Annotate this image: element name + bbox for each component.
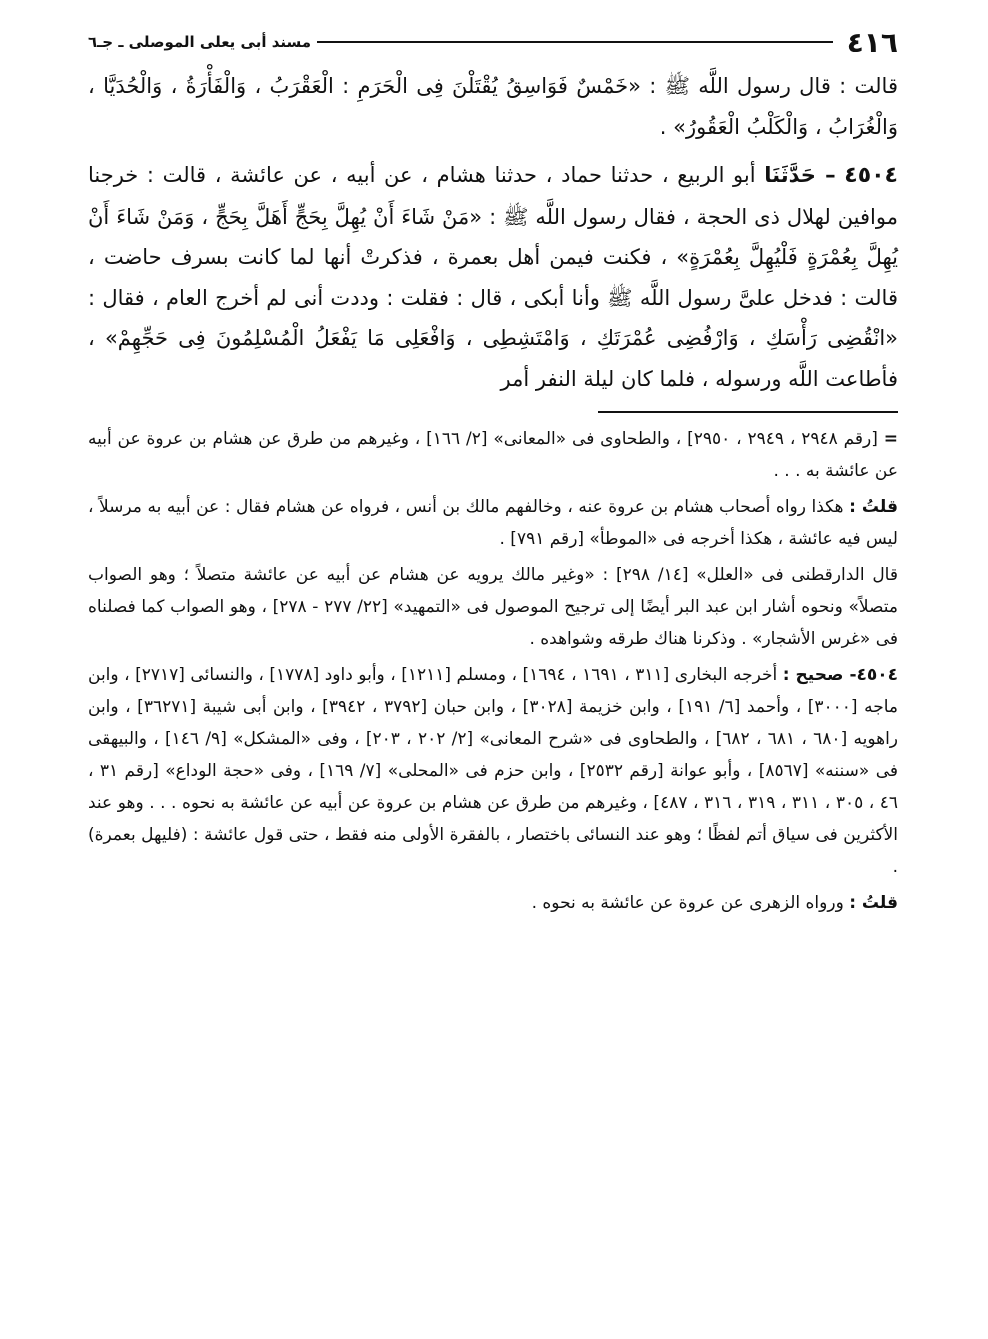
page-number: ٤١٦	[846, 25, 898, 59]
paragraph-continuation: قالت : قال رسول اللَّه ﷺ : «خَمْسٌ فَوَاسِقُ يُقْتَلْنَ فِى الْحَرَمِ : الْعَقْرَبُ ، وَالْفَأْرَةُ ، وَالْحُدَيَّا ، وَالْغُرَابُ ، وَالْكَلْبُ الْعَقُورُ» .	[88, 74, 898, 139]
book-page	[88, 22, 898, 923]
header-rule	[317, 41, 833, 43]
footnote-2-label: قلتُ :	[849, 497, 898, 517]
footnote-2-text: هكذا رواه أصحاب هشام بن عروة عنه ، وخالفهم مالك بن أنس ، فرواه عن هشام فقال : عن أبيه به مرسلاً ، ليس فيه عائشة ، هكذا أخرجه فى «الموطأ» [رقم ٧٩١] .	[88, 497, 898, 549]
footnote-3: قال الدارقطنى فى «العلل» [١٤/ ٢٩٨] : «وغير مالك يرويه عن هشام عن أبيه عن عائشة متصلاً ؛ وهو الصواب متصلاً» ونحوه أشار ابن عبد البر أيضًا إلى ترجيح الموصول فى «التمهيد» [٢٢/ ٢٧٧ - ٢٧٨] ، وهو الصواب كما فصلناه فى «غرس الأشجار» . وذكرنا هناك طرقه وشواهده .	[88, 565, 898, 649]
footnote-5	[88, 887, 898, 919]
main-text	[88, 66, 898, 399]
footnote-separator	[598, 411, 898, 413]
page-header	[88, 22, 898, 62]
footnote-4	[88, 659, 898, 883]
hadith-number: ٤٥٠٤	[844, 163, 898, 188]
footnote-1-text: [رقم ٢٩٤٨ ، ٢٩٤٩ ، ٢٩٥٠] ، والطحاوى فى «المعانى» [٢/ ١٦٦] ، وغيرهم من طرق عن هشام بن عروة عن أبيه عن عائشة به . . .	[88, 429, 898, 481]
footnote-4-marker: ٤٥٠٤- صحيح :	[782, 665, 899, 685]
footnote-5-text: ورواه الزهرى عن عروة عن عائشة به نحوه .	[531, 893, 844, 913]
book-title: مسند أبى يعلى الموصلى ـ جـ٦	[88, 33, 312, 51]
footnote-1	[88, 423, 898, 487]
footnotes	[88, 423, 898, 919]
hadith-paragraph	[88, 155, 898, 399]
footnote-2	[88, 491, 898, 555]
hadith-text: أبو الربيع ، حدثنا حماد ، حدثنا هشام ، عن أبيه ، عن عائشة ، قالت : خرجنا موافين لهلال ذى الحجة ، فقال رسول اللَّه ﷺ : «مَنْ شَاءَ أَنْ يُهِلَّ بِحَجٍّ أَهَلَّ بِحَجٍّ ، وَمَنْ شَاءَ أَنْ يُهِلَّ بِعُمْرَةٍ فَلْيُهِلَّ بِعُمْرَةٍ» ، فكنت فيمن أهل بعمرة ، فذكرتْ أنها لما كانت بسرف حاضت ، قالت : فدخل علىَّ رسول اللَّه ﷺ وأنا أبكى ، قال : فقلت : وددت أنى لم أخرج العام ، فقال : «انْقُضِى رَأْسَكِ ، وَارْفُضِى عُمْرَتَكِ ، وَامْتَشِطِى ، وَافْعَلِى مَا يَفْعَلُ الْمُسْلِمُونَ فِى حَجِّهِمْ» ، فأطاعت اللَّه ورسوله ، فلما كان ليلة النفر أمر	[88, 163, 898, 391]
footnote-4-text: أخرجه البخارى [٣١١ ، ١٦٩١ ، ١٦٩٤] ، ومسلم [١٢١١] ، وأبو داود [١٧٧٨] ، والنسائى [٢٧١٧] ، وابن ماجه [٣٠٠٠] ، وأحمد [٦/ ١٩١] ، وابن خزيمة [٣٠٢٨] ، وابن حبان [٣٧٩٢ ، ٣٩٤٢] ، وابن أبى شيبة [٣٦٢٧١] ، وابن راهويه [٦٨٠ ، ٦٨١ ، ٦٨٢] ، والطحاوى فى «شرح المعانى» [٢/ ٢٠٢ ، ٢٠٣] ، وفى «المشكل» [٩/ ١٤٦] ، والبيهقى فى «سننه» [٨٥٦٧] ، وأبو عوانة [رقم ٢٥٣٢] ، وابن حزم فى «المحلى» [٧/ ١٦٩] ، وفى «حجة الوداع» [رقم ٣١ ، ٤٦ ، ٣٠٥ ، ٣١١ ، ٣١٩ ، ٣١٦ ، ٤٨٧] ، وغيرهم من طرق عن هشام بن عروة عن أبيه عن عائشة به نحوه . . . وهو عند الأكثرين فى سياق أتم لفظًا ؛ وهو عند النسائى باختصار ، بالفقرة الأولى منه فقط ، حتى قول عائشة : (فليهل بعمرة) .	[88, 665, 899, 877]
hadith-word-text: حَدَّثَنَا	[764, 163, 816, 187]
footnote-1-marker: =	[883, 429, 898, 449]
footnote-5-label: قلتُ :	[849, 893, 898, 913]
hadith-opening-word: – حَدَّثَنَا	[764, 163, 836, 187]
